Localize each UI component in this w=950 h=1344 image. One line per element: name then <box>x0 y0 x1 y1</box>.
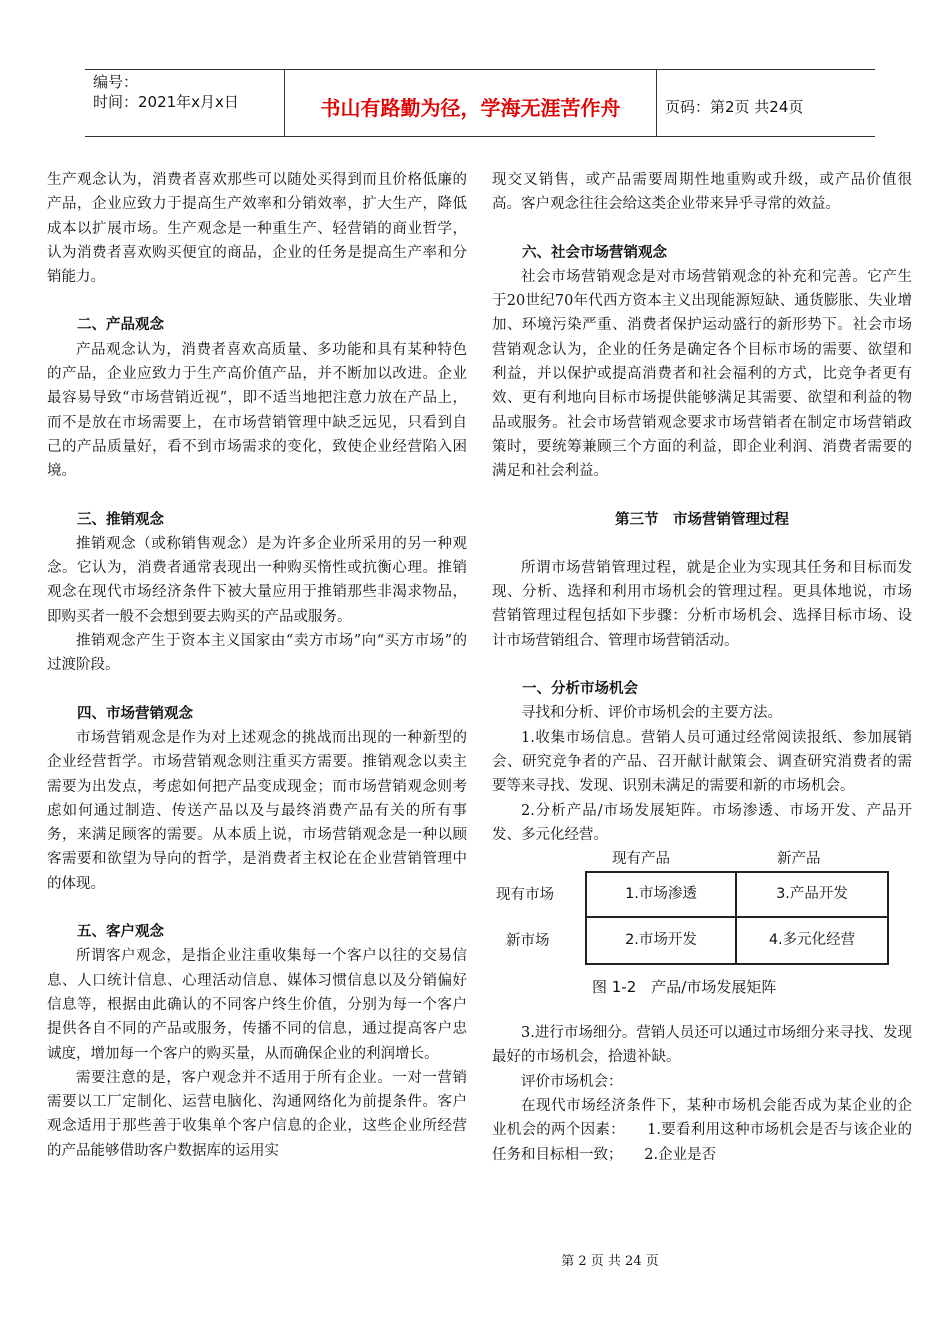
matrix-cell: 2.市场开发 <box>587 918 737 963</box>
paragraph: 生产观念认为，消费者喜欢那些可以随处买得到而且价格低廉的产品，企业应致力于提高生产效率和分销效率，扩大生产，降低成本以扩展市场。生产观念是一种重生产、轻营销的商业哲学，认为消费者喜欢购买便宜的商品，企业的任务是提高生产率和分销能力。 <box>47 172 467 286</box>
header-meta <box>85 70 285 136</box>
paragraph: 2.分析产品/市场发展矩阵。市场渗透、市场开发、产品开发、多元化经营。 <box>492 802 912 843</box>
right-column <box>492 168 912 1167</box>
paragraph: 寻找和分析、评价市场机会的主要方法。 <box>521 705 782 722</box>
header-number: 编号： <box>93 73 139 91</box>
matrix-grid <box>585 871 889 965</box>
header-time: 时间：2021年x月x日 <box>93 93 239 111</box>
matrix-cell: 1.市场渗透 <box>587 873 737 918</box>
chapter-section-title: 第三节 市场营销管理过程 <box>615 511 789 528</box>
paragraph: 所谓客户观念，是指企业注重收集每一个客户以往的交易信息、人口统计信息、心理活动信息、媒体习惯信息以及分销偏好信息等，根据由此确认的不同客户终生价值，分别为每一个客户提供各自不同的产品或服务，传播不同的信息，通过提高客户忠诚度，增加每一个客户的购买量，从而确保企业的利润增长。 <box>47 948 467 1062</box>
paragraph: 推销观念（或称销售观念）是为许多企业所采用的另一种观念。它认为，消费者通常表现出一种购买惰性或抗衡心理。推销观念在现代市场经济条件下被大量应用于推销那些非渴求物品，即购买者一般不会想到要去购买的产品或服务。 <box>47 535 467 625</box>
figure-caption: 图 1-2 产品/市场发展矩阵 <box>592 978 777 997</box>
matrix-col-header: 新产品 <box>777 851 821 868</box>
section-heading: 三、推销观念 <box>77 511 164 528</box>
paragraph: 推销观念产生于资本主义国家由“卖方市场”向“买方市场”的过渡阶段。 <box>47 633 467 674</box>
section-heading: 二、产品观念 <box>77 317 164 334</box>
section-heading: 四、市场营销观念 <box>77 705 193 722</box>
matrix-row-header: 现有市场 <box>496 887 554 904</box>
paragraph: 评价市场机会： <box>521 1073 623 1090</box>
paragraph: 产品观念认为，消费者喜欢高质量、多功能和具有某种特色的产品，企业应致力于生产高价值产品，并不断加以改进。企业最容易导致“市场营销近视”，即不适当地把注意力放在产品上，而不是放在市场需要上，在市场营销管理中缺乏远见，只看到自己的产品质量好，看不到市场需求的变化，致使企业经营陷入困境。 <box>47 341 467 480</box>
matrix-row-header: 新市场 <box>506 933 550 950</box>
matrix-cell: 4.多元化经营 <box>768 932 856 949</box>
matrix-col-header: 现有产品 <box>612 851 670 868</box>
paragraph: 在现代市场经济条件下，某种市场机会能否成为某企业的企业机会的两个因素： 1.要看利用这种市场机会是否与该企业的任务和目标相一致； 2.企业是否 <box>492 1098 912 1163</box>
matrix-cell: 3.产品开发 <box>737 873 887 918</box>
page-footer: 第 2 页 共 24 页 <box>561 1254 659 1269</box>
section-heading: 六、社会市场营销观念 <box>522 244 667 261</box>
header-motto: 书山有路勤为径，学海无涯苦作舟 <box>285 70 657 136</box>
header-page-number: 页码：第2页 共24页 <box>665 97 804 116</box>
paragraph: 现交叉销售，或产品需要周期性地重购或升级，或产品价值很高。客户观念往往会给这类企业带来异乎寻常的效益。 <box>492 172 912 213</box>
page-header <box>85 69 875 137</box>
paragraph: 社会市场营销观念是对市场营销观念的补充和完善。它产生于20世纪70年代西方资本主义出现能源短缺、通货膨胀、失业增加、环境污染严重、消费者保护运动盛行的新形势下。社会市场营销观念认为，企业的任务是确定各个目标市场的需要、欲望和利益，并以保护或提高消费者和社会福利的方式，比竞争者更有效、更有利地向目标市场提供能够满足其需要、欲望和利益的物品或服务。社会市场营销观念要求市场营销者在制定市场营销政策时，要统筹兼顾三个方面的利益，即企业利润、消费者需要的满足和社会利益。 <box>492 268 912 480</box>
section-heading: 一、分析市场机会 <box>522 681 638 698</box>
paragraph: 1.收集市场信息。营销人员可通过经常阅读报纸、参加展销会、研究竞争者的产品、召开献计献策会、调查研究消费者的需要等来寻找、发现、识别未满足的需要和新的市场机会。 <box>492 729 912 795</box>
paragraph: 需要注意的是，客户观念并不适用于所有企业。一对一营销需要以工厂定制化、运营电脑化、沟通网络化为前提条件。客户观念适用于那些善于收集单个客户信息的企业，这些企业所经营的产品能够借助客户数据库的运用实 <box>47 1069 467 1159</box>
section-heading: 五、客户观念 <box>77 924 164 941</box>
paragraph: 所谓市场营销管理过程，就是企业为实现其任务和目标而发现、分析、选择和利用市场机会的管理过程。更具体地说，市场营销管理过程包括如下步骤：分析市场机会、选择目标市场、设计市场营销组合、管理市场营销活动。 <box>492 559 912 649</box>
paragraph: 市场营销观念是作为对上述观念的挑战而出现的一种新型的企业经营哲学。市场营销观念则注重买方需要。推销观念以卖主需要为出发点，考虑如何把产品变成现金；而市场营销观念则考虑如何通过制造、传送产品以及与最终消费产品有关的所有事务，来满足顾客的需要。从本质上说，市场营销观念是一种以顾客需要和欲望为导向的哲学，是消费者主权论在企业营销管理中的体现。 <box>47 729 467 892</box>
product-market-matrix <box>492 847 912 997</box>
left-column <box>47 168 467 1163</box>
paragraph: 3.进行市场细分。营销人员还可以通过市场细分来寻找、发现最好的市场机会，拾遗补缺。 <box>492 1025 912 1066</box>
